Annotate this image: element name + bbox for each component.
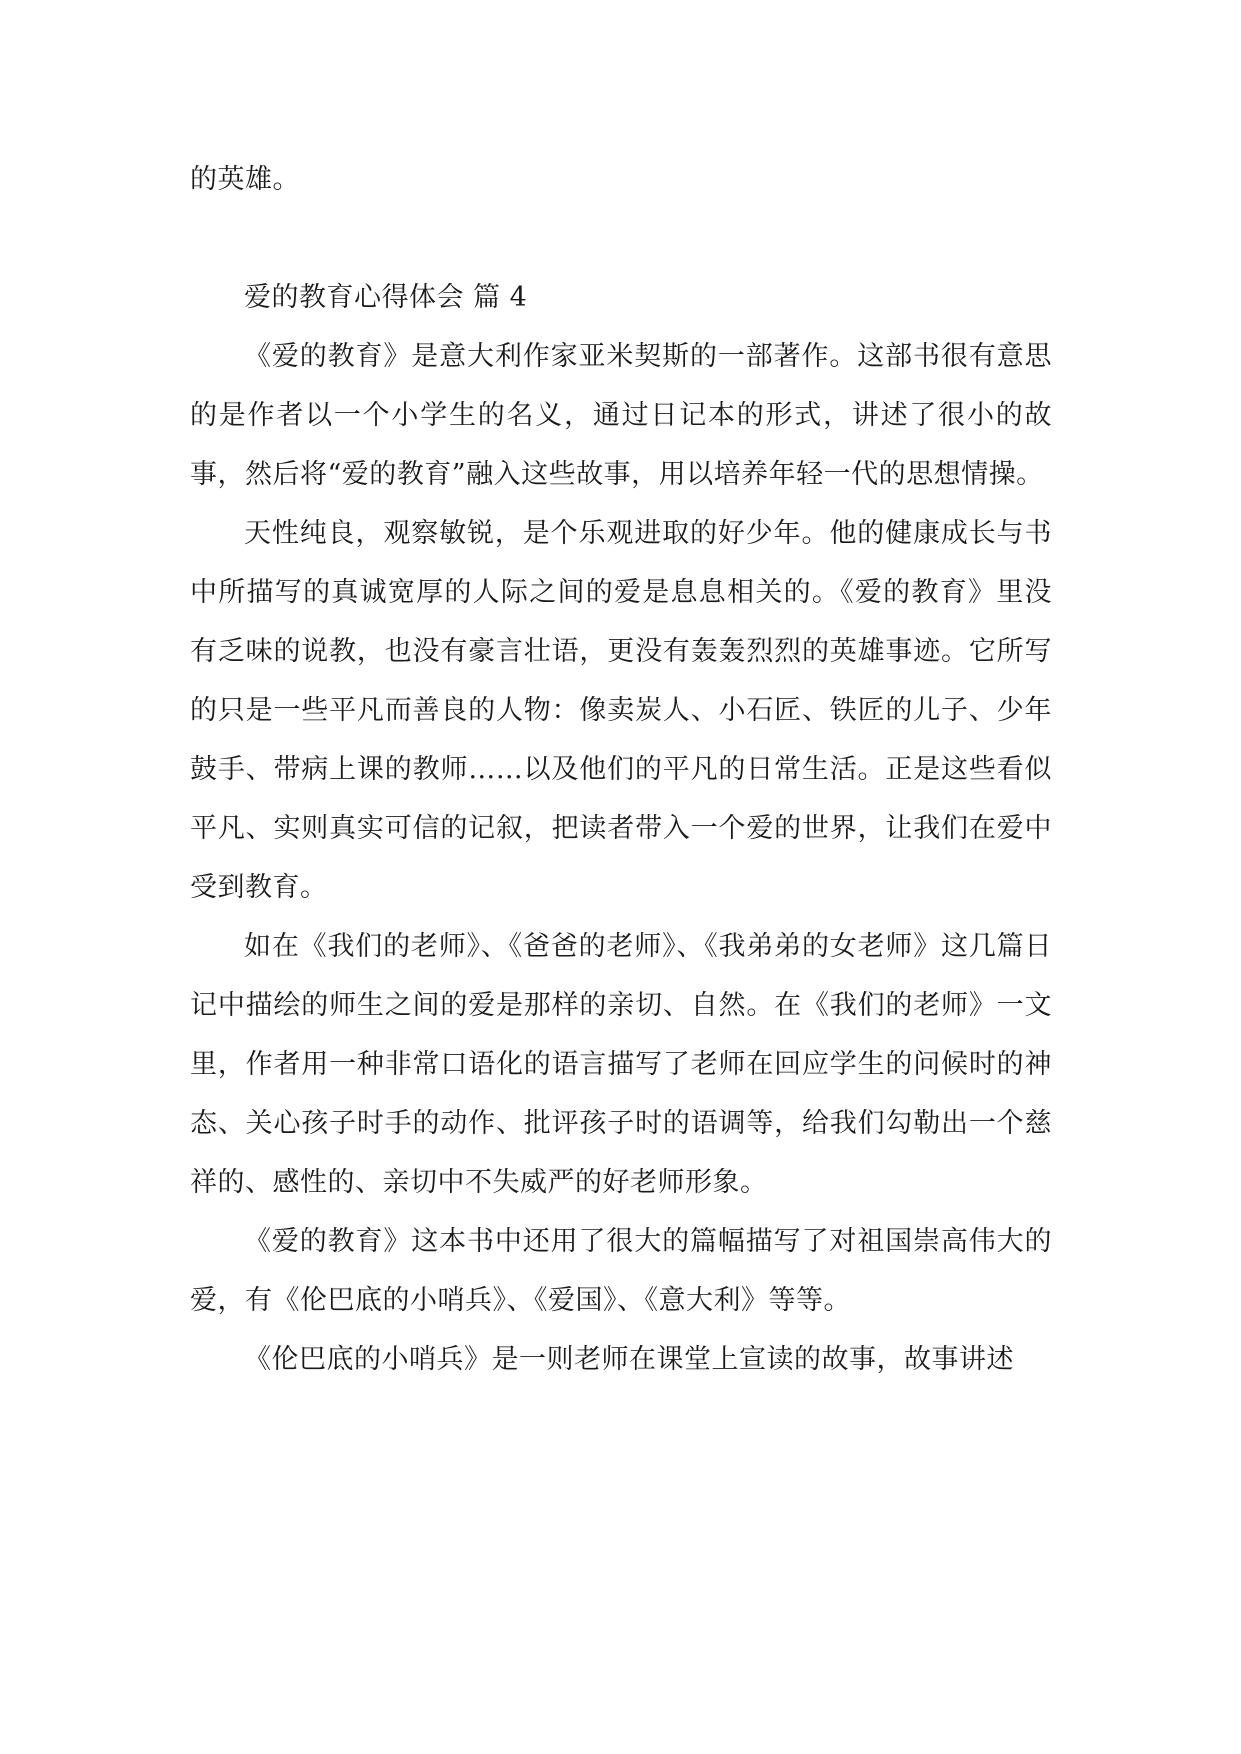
section-spacer [190, 209, 1052, 268]
paragraph-4: 《爱的教育》这本书中还用了很大的篇幅描写了对祖国崇高伟大的爱，有《伦巴底的小哨兵》、《爱国》、《意大利》等等。 [190, 1226, 1052, 1316]
continuation-line: 的英雄。 [190, 164, 300, 195]
document-body [190, 150, 1052, 1389]
paragraph-5: 《伦巴底的小哨兵》是一则老师在课堂上宣读的故事，故事讲述 [244, 1344, 1014, 1375]
paragraph-2: 天性纯良，观察敏锐，是个乐观进取的好少年。他的健康成长与书中所描写的真诚宽厚的人际之间的爱是息息相关的。《爱的教育》里没有乏味的说教，也没有豪言壮语，更没有轰轰烈烈的英雄事迹。它所写的只是一些平凡而善良的人物：像卖炭人、小石匠、铁匠的儿子、少年鼓手、带病上课的教师……以及他们的平凡的日常生活。正是这些看似平凡、实则真实可信的记叙，把读者带入一个爱的世界，让我们在爱中受到教育。 [190, 518, 1052, 903]
paragraph-1: 《爱的教育》是意大利作家亚米契斯的一部著作。这部书很有意思的是作者以一个小学生的名义，通过日记本的形式，讲述了很小的故事，然后将“爱的教育”融入这些故事，用以培养年轻一代的思想情操。 [190, 341, 1052, 490]
paragraph-3: 如在《我们的老师》、《爸爸的老师》、《我弟弟的女老师》这几篇日记中描绘的师生之间的爱是那样的亲切、自然。在《我们的老师》一文里，作者用一种非常口语化的语言描写了老师在回应学生的问候时的神态、关心孩子时手的动作、批评孩子时的语调等，给我们勾勒出一个慈祥的、感性的、亲切中不失威严的好老师形象。 [190, 931, 1052, 1198]
section-heading: 爱的教育心得体会 篇 4 [244, 282, 528, 313]
